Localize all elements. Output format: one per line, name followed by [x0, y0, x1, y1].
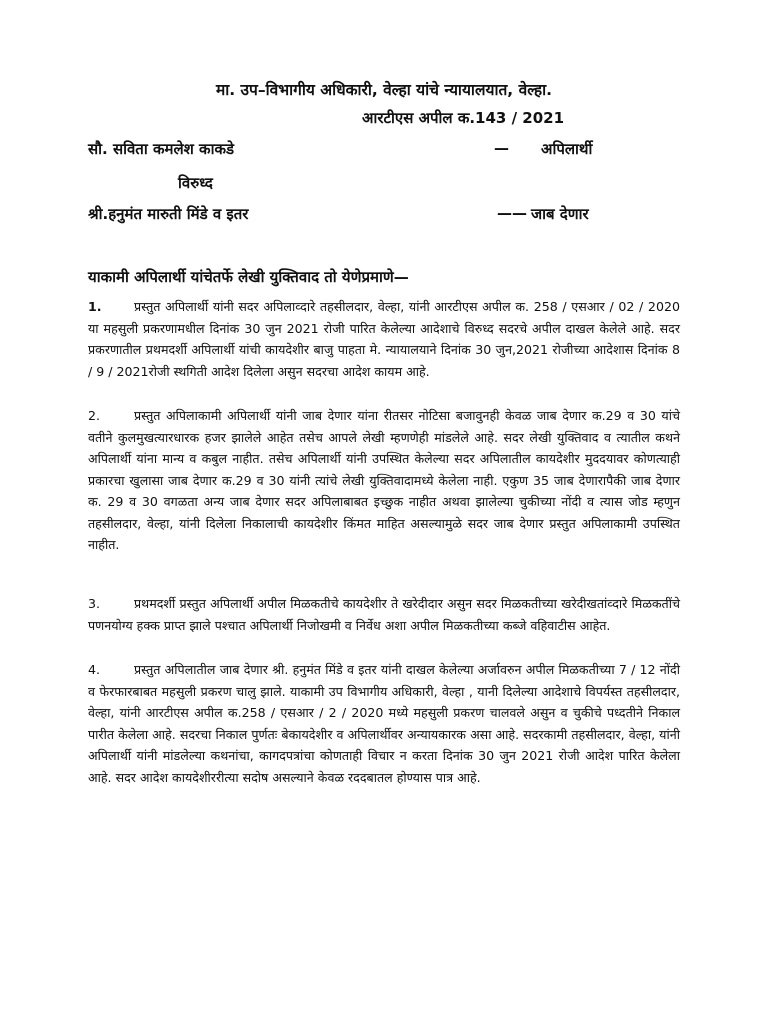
appellant-dash: — — [494, 139, 509, 157]
paragraph-text: प्रस्तुत अपिलार्थी यांनी सदर अपिलाव्दारे तहसीलदार, वेल्हा, यांनी आरटीएस अपील क. 258 / एसआर / 02 / 2020 या महसुली प्रकरणामधील दिनांक 30 जुन 2021 रोजी पारित केलेल्या आदेशाचे विरुध्द सदरचे अपील दाखल केलेले आहे. सदर प्रकरणातील प्रथमदर्शी अपिलार्थी यांची कायदेशीर बाजु पाहता मे. न्यायालयाने दिनांक 30 जुन,2021 रोजीच्या आदेशास दिनांक 8 / 9 / 2021रोजी स्थगिती आदेश दिलेला असुन सदरचा आदेश कायम आहे. — [88, 299, 680, 379]
appellant-role: अपिलार्थी — [541, 140, 593, 158]
paragraph-number: 1. — [88, 299, 102, 314]
paragraph-2 — [88, 405, 680, 556]
paragraph-1 — [88, 296, 680, 382]
respondent-role: जाब देणार — [531, 205, 589, 223]
paragraph-number: 4. — [88, 662, 101, 677]
court-title: मा. उप–विभागीय अधिकारी, वेल्हा यांचे न्यायालयात, वेल्हा. — [215, 81, 553, 99]
paragraph-text: प्रथमदर्शी प्रस्तुत अपिलार्थी अपील मिळकतीचे कायदेशीर ते खरेदीदार असुन सदर मिळकतीच्या खरेदीखतांव्दारे मिळकतींचे पणनयोग्य हक्क प्राप्त झाले पश्चात अपिलार्थी निजोखमी व निर्वेध अशा अपील मिळकतीच्या कब्जे वहिवाटीस आहेत. — [88, 596, 680, 633]
paragraph-number: 3. — [88, 596, 101, 611]
respondent-name: श्री.हनुमंत मारुती मिंडे व इतर — [88, 205, 249, 223]
respondent-dash: —— — [497, 204, 527, 222]
paragraph-text: प्रस्तुत अपिलातील जाब देणार श्री. हनुमंत मिंडे व इतर यांनी दाखल केलेल्या अर्जावरुन अपील मिळकतीच्या 7 / 12 नोंदी व फेरफारबाबत महसुली प्रकरण चालु झाले. याकामी उप विभागीय अधिकारी, वेल्हा , यानी दिलेल्या आदेशाचे विपर्यस्त तहसीलदार, वेल्हा, यांनी आरटीएस अपील क.258 / एसआर / 2 / 2020 मध्ये महसुली प्रकरण चालवले असुन व चुकीचे पध्दतीने निकाल पारीत केलेला आहे. सदरचा निकाल पुर्णतः बेकायदेशीर व अपिलार्थीवर अन्यायकारक असा आहे. सदरकामी तहसीलदार, वेल्हा, यांनी अपिलार्थी यांनी मांडलेल्या कथनांचा, कागदपत्रांचा कोणताही विचार न करता दिनांक 30 जुन 2021 रोजी आदेश पारित केलेला आहे. सदर आदेश कायदेशीररीत्या सदोष असल्याने केवळ रददबातल होण्यास पात्र आहे. — [88, 662, 681, 785]
case-number: आरटीएस अपील क.143 / 2021 — [362, 109, 565, 127]
paragraph-text: प्रस्तुत अपिलाकामी अपिलार्थी यांनी जाब देणार यांना रीतसर नोटिसा बजावुनही केवळ जाब देणार क.29 व 30 यांचे वतीने कुलमुखत्यारधारक हजर झालेले आहेत तसेच आपले लेखी म्हणणेही मांडलेले आहे. सदर लेखी युक्तिवाद व त्यातील कथने अपिलार्थी यांना मान्य व कबुल नाहीत. तसेच अपिलार्थी यांनी उपस्थित केलेल्या सदर अपिलातील कायदेशीर मुददयावर कोणत्याही प्रकारचा खुलासा जाब देणार क.29 व 30 यांनी त्यांचे लेखी युक्तिवादामध्ये केलेला नाही. एकुण 35 जाब देणारापैकी जाब देणार क. 29 व 30 वगळता अन्य जाब देणार सदर अपिलाबाबत इच्छुक नाहीत अथवा झालेल्या चुकीच्या नोंदी व त्यास जोड म्हणुन तहसीलदार, वेल्हा, यांनी दिलेला निकालाची कायदेशीर किंमत माहित असल्यामुळे सदर जाब देणार प्रस्तुत अपिलाकामी उपस्थित नाहीत. — [88, 408, 680, 552]
appellant-name: सौ. सविता कमलेश काकडे — [88, 140, 235, 158]
paragraph-4 — [88, 659, 680, 788]
paragraph-3 — [88, 593, 680, 636]
paragraph-number: 2. — [88, 408, 101, 423]
versus-label: विरुध्द — [178, 174, 213, 192]
submission-heading: याकामी अपिलार्थी यांचेतर्फे लेखी युक्तिवाद तो येणेप्रमाणे— — [88, 268, 409, 286]
